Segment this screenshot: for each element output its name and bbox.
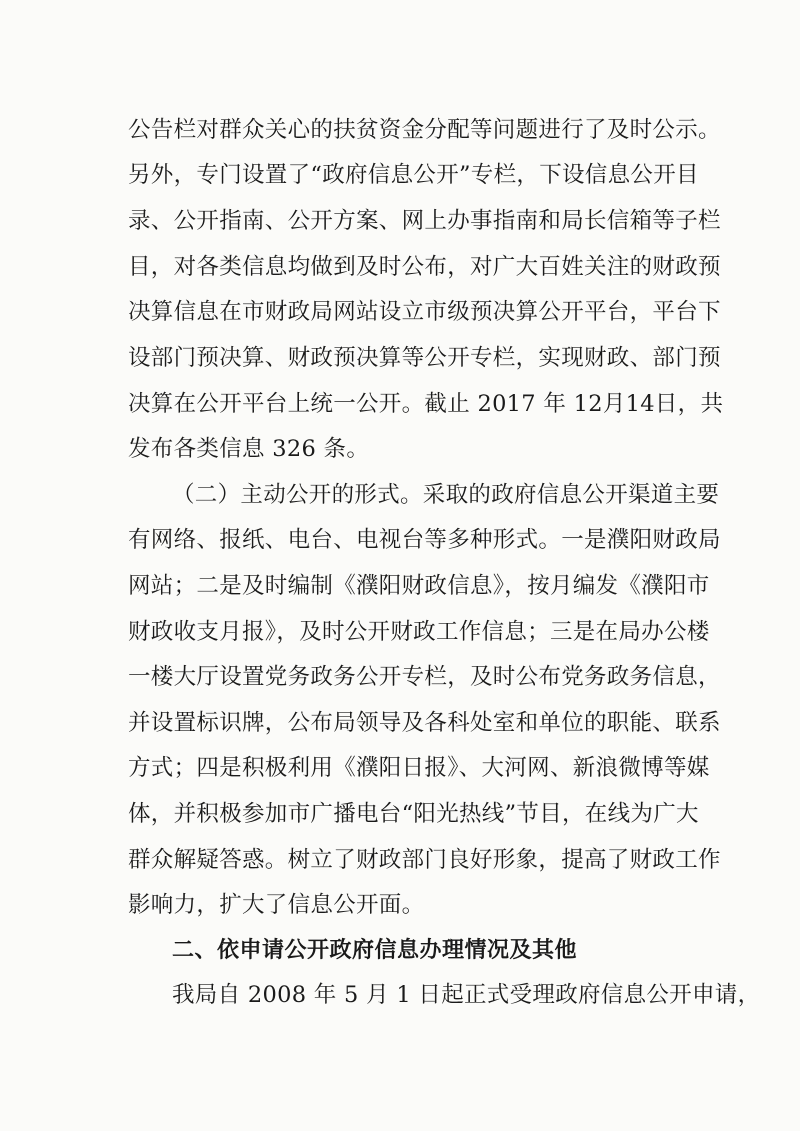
- body-text-line: 方式；四是积极利用《濮阳日报》、大河网、新浪微博等媒: [128, 755, 710, 781]
- body-text-line: 目，对各类信息均做到及时公布，对广大百姓关注的财政预: [128, 254, 721, 280]
- section-paragraph-start: 我局自 2008 年 5 月 1 日起正式受理政府信息公开申请，: [172, 982, 761, 1008]
- body-text-line: 群众解疑答惑。树立了财政部门良好形象，提高了财政工作: [128, 847, 721, 873]
- body-text-line: 网站；二是及时编制《濮阳财政信息》，按月编发《濮阳市: [128, 573, 710, 599]
- body-text-line: 决算信息在市财政局网站设立市级预决算公开平台，平台下: [128, 299, 721, 325]
- body-text-line: 并设置标识牌，公布局领导及各科处室和单位的职能、联系: [128, 710, 721, 736]
- body-text-line: 影响力，扩大了信息公开面。: [128, 892, 425, 918]
- body-text-line: 决算在公开平台上统一公开。截止 2017 年 12月14日，共: [128, 391, 724, 417]
- body-text-line: 发布各类信息 326 条。: [128, 436, 370, 462]
- section-paragraph-start: （二）主动公开的形式。采取的政府信息公开渠道主要: [172, 482, 720, 508]
- body-text-line: 一楼大厅设置党务政务公开专栏，及时公布党务政务信息，: [128, 664, 721, 690]
- body-text-line: 公告栏对群众关心的扶贫资金分配等问题进行了及时公示。: [128, 117, 721, 143]
- body-text-line: 财政收支月报》，及时公开财政工作信息；三是在局办公楼: [128, 619, 710, 645]
- section-heading: 二、依申请公开政府信息办理情况及其他: [172, 938, 578, 963]
- body-text-line: 体，并积极参加市广播电台“阳光热线”节目，在线为广大: [128, 801, 699, 827]
- body-text-line: 有网络、报纸、电台、电视台等多种形式。一是濮阳财政局: [128, 527, 721, 553]
- body-text-line: 录、公开指南、公开方案、网上办事指南和局长信箱等子栏: [128, 208, 721, 234]
- body-text-line: 另外，专门设置了“政府信息公开”专栏，下设信息公开目: [128, 162, 699, 188]
- body-text-line: 设部门预决算、财政预决算等公开专栏，实现财政、部门预: [128, 345, 721, 371]
